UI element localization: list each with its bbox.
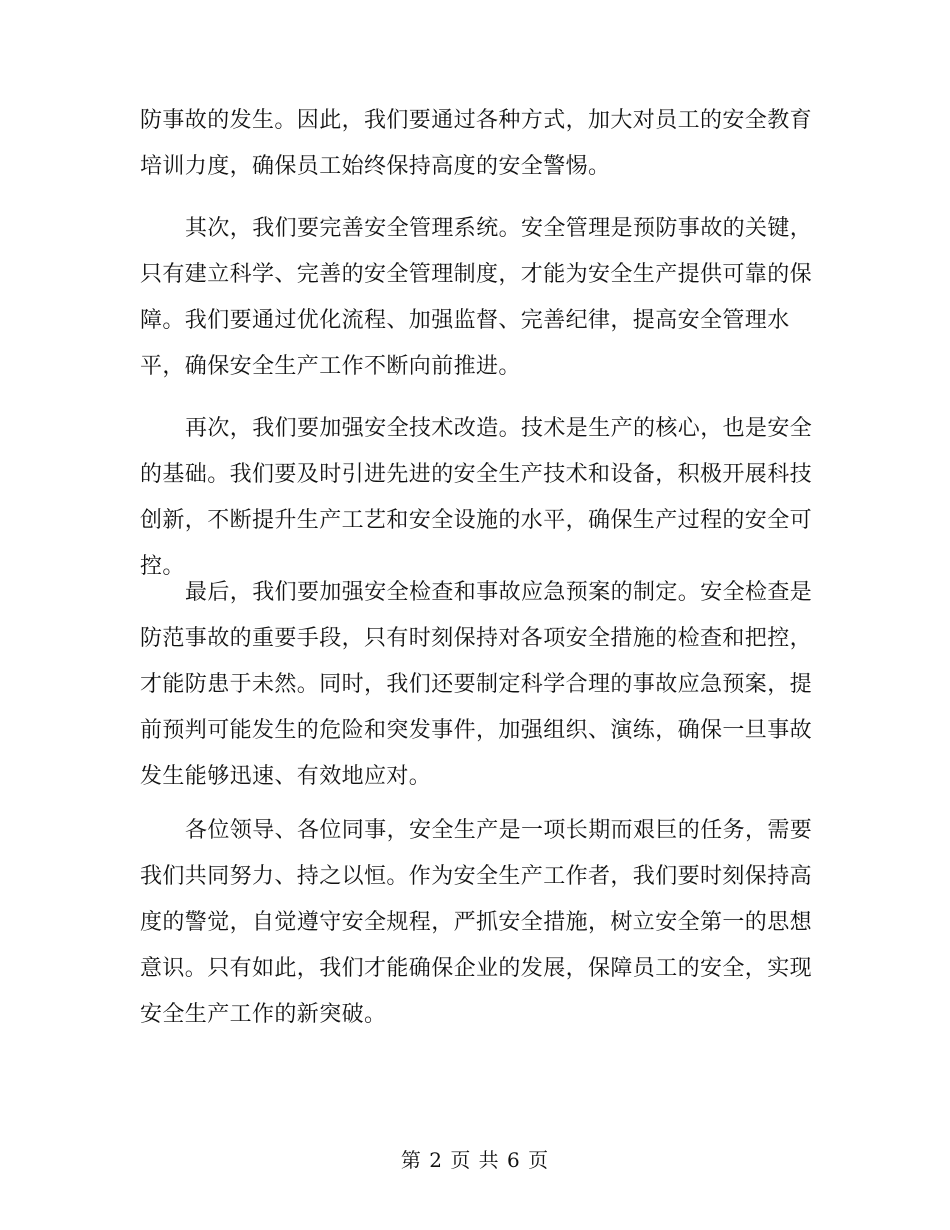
text-line: 的基础。我们要及时引进先进的安全生产技术和设备，积极开展科技 [140,462,813,487]
text-line: 培训力度，确保员工始终保持高度的安全警惕。 [140,154,611,179]
text-line: 各位领导、各位同事，安全生产是一项长期而艰巨的任务，需要 [185,818,813,843]
text-line: 平，确保安全生产工作不断向前推进。 [140,354,521,379]
text-line: 才能防患于未然。同时，我们还要制定科学合理的事故应急预案，提 [140,672,813,697]
text-line: 控。 [140,554,185,579]
text-line: 我们共同努力、持之以恒。作为安全生产工作者，我们要时刻保持高 [140,864,813,889]
text-line: 安全生产工作的新突破。 [140,1002,387,1027]
text-line: 前预判可能发生的危险和突发事件，加强组织、演练，确保一旦事故 [140,718,813,743]
text-line: 创新，不断提升生产工艺和安全设施的水平，确保生产过程的安全可 [140,508,813,533]
text-line: 最后，我们要加强安全检查和事故应急预案的制定。安全检查是 [185,580,813,605]
text-line: 再次，我们要加强安全技术改造。技术是生产的核心，也是安全 [185,416,813,441]
text-line: 发生能够迅速、有效地应对。 [140,764,432,789]
text-line: 意识。只有如此，我们才能确保企业的发展，保障员工的安全，实现 [140,956,813,981]
text-line: 防事故的发生。因此，我们要通过各种方式，加大对员工的安全教育 [140,108,813,133]
text-line: 障。我们要通过优化流程、加强监督、完善纪律，提高安全管理水 [140,308,790,333]
text-line: 度的警觉，自觉遵守安全规程，严抓安全措施，树立安全第一的思想 [140,910,813,935]
text-line: 只有建立科学、完善的安全管理制度，才能为安全生产提供可靠的保 [140,262,813,287]
text-line: 其次，我们要完善安全管理系统。安全管理是预防事故的关键， [185,216,813,241]
text-line: 防范事故的重要手段，只有时刻保持对各项安全措施的检查和把控， [140,626,813,651]
page-number: 第 2 页 共 6 页 [400,1148,550,1172]
